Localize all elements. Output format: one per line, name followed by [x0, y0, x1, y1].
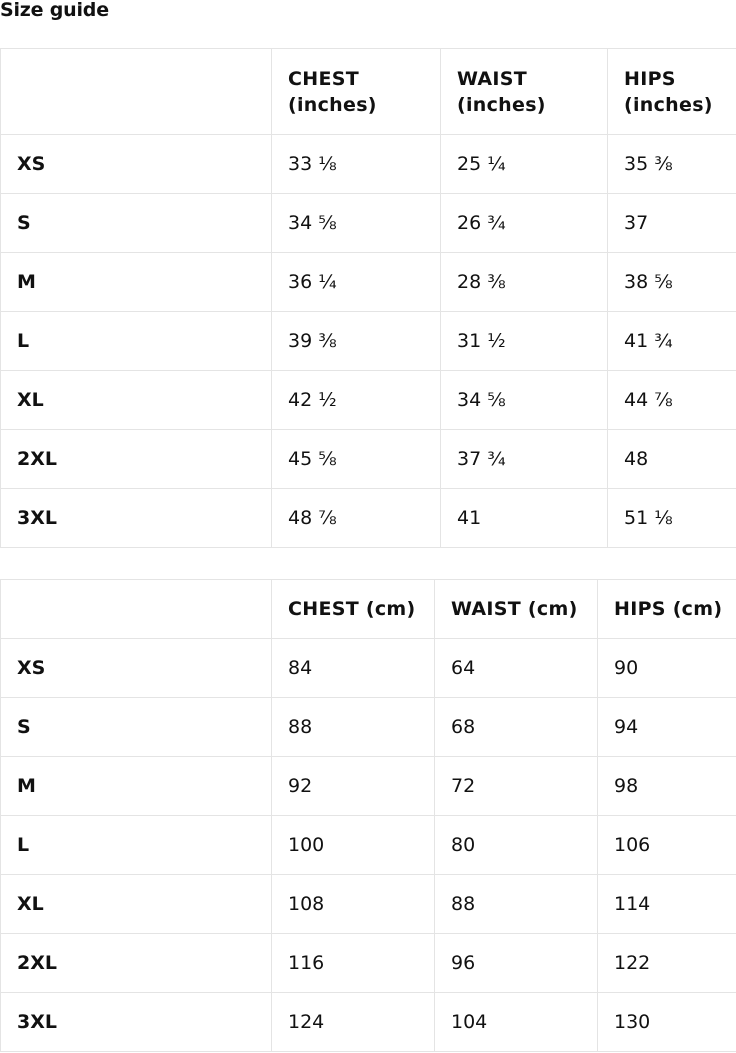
table-row	[1, 757, 736, 816]
waist-value: 68	[435, 698, 598, 757]
chest-value: 48 ⅞	[272, 489, 441, 548]
waist-value: 72	[435, 757, 598, 816]
header-hips: HIPS (inches)	[608, 49, 736, 135]
chest-value: 92	[272, 757, 435, 816]
hips-value: 90	[598, 639, 736, 698]
table-row	[1, 875, 736, 934]
table-row	[1, 489, 736, 548]
waist-value: 25 ¼	[441, 135, 608, 194]
hips-value: 130	[598, 993, 736, 1052]
waist-value: 34 ⅝	[441, 371, 608, 430]
header-chest: CHEST (inches)	[272, 49, 441, 135]
chest-value: 108	[272, 875, 435, 934]
waist-value: 28 ⅜	[441, 253, 608, 312]
chest-value: 45 ⅝	[272, 430, 441, 489]
size-label: XS	[1, 639, 272, 698]
table-row	[1, 430, 736, 489]
size-label: 2XL	[1, 430, 272, 489]
hips-value: 114	[598, 875, 736, 934]
table-row	[1, 312, 736, 371]
table-row	[1, 934, 736, 993]
chest-value: 33 ⅛	[272, 135, 441, 194]
hips-value: 94	[598, 698, 736, 757]
hips-value: 122	[598, 934, 736, 993]
size-label: 3XL	[1, 993, 272, 1052]
table-row	[1, 639, 736, 698]
hips-value: 35 ⅜	[608, 135, 736, 194]
chest-value: 124	[272, 993, 435, 1052]
size-table-cm	[0, 579, 736, 1052]
size-label: M	[1, 757, 272, 816]
header-hips: HIPS (cm)	[598, 580, 736, 639]
table-row	[1, 194, 736, 253]
size-label: 2XL	[1, 934, 272, 993]
table-row	[1, 816, 736, 875]
waist-value: 41	[441, 489, 608, 548]
size-label: 3XL	[1, 489, 272, 548]
size-label: XL	[1, 371, 272, 430]
header-chest: CHEST (cm)	[272, 580, 435, 639]
size-label: S	[1, 698, 272, 757]
waist-value: 88	[435, 875, 598, 934]
size-table-inches	[0, 48, 736, 548]
header-waist: WAIST (cm)	[435, 580, 598, 639]
chest-value: 116	[272, 934, 435, 993]
waist-value: 96	[435, 934, 598, 993]
waist-value: 26 ¾	[441, 194, 608, 253]
hips-value: 41 ¾	[608, 312, 736, 371]
table-header-row	[1, 580, 736, 639]
chest-value: 34 ⅝	[272, 194, 441, 253]
chest-value: 42 ½	[272, 371, 441, 430]
size-label: XS	[1, 135, 272, 194]
chest-value: 84	[272, 639, 435, 698]
waist-value: 64	[435, 639, 598, 698]
size-label: XL	[1, 875, 272, 934]
header-size	[1, 580, 272, 639]
chest-value: 36 ¼	[272, 253, 441, 312]
waist-value: 104	[435, 993, 598, 1052]
chest-value: 88	[272, 698, 435, 757]
waist-value: 80	[435, 816, 598, 875]
hips-value: 37	[608, 194, 736, 253]
waist-value: 37 ¾	[441, 430, 608, 489]
table-row	[1, 993, 736, 1052]
size-label: M	[1, 253, 272, 312]
hips-value: 44 ⅞	[608, 371, 736, 430]
size-label: L	[1, 312, 272, 371]
hips-value: 38 ⅝	[608, 253, 736, 312]
page-title: Size guide	[0, 0, 109, 21]
chest-value: 39 ⅜	[272, 312, 441, 371]
table-row	[1, 135, 736, 194]
chest-value: 100	[272, 816, 435, 875]
waist-value: 31 ½	[441, 312, 608, 371]
hips-value: 51 ⅛	[608, 489, 736, 548]
hips-value: 98	[598, 757, 736, 816]
table-row	[1, 253, 736, 312]
hips-value: 106	[598, 816, 736, 875]
header-waist: WAIST (inches)	[441, 49, 608, 135]
size-label: L	[1, 816, 272, 875]
hips-value: 48	[608, 430, 736, 489]
size-label: S	[1, 194, 272, 253]
header-size	[1, 49, 272, 135]
table-header-row	[1, 49, 736, 135]
table-row	[1, 698, 736, 757]
table-row	[1, 371, 736, 430]
